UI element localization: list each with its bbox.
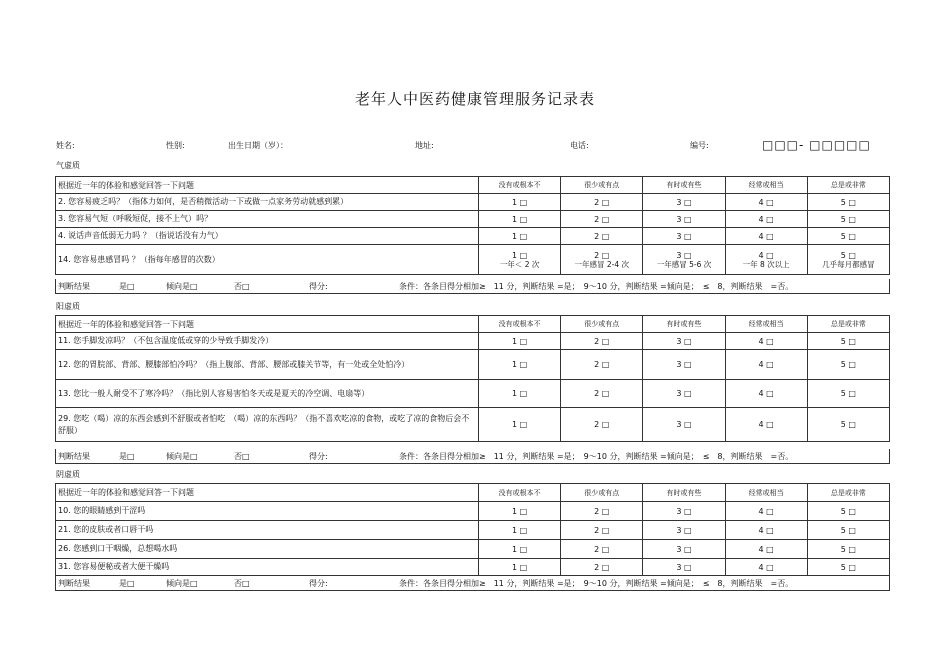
header-option-3: 有时或有些: [643, 177, 725, 194]
judge-label: 判断结果: [58, 579, 90, 588]
option-4-checkbox[interactable]: 4 □: [725, 211, 807, 228]
address-label: 地址:: [415, 141, 434, 150]
judge-yes-checkbox[interactable]: 是□: [119, 579, 135, 588]
section-yinxu-table: [55, 483, 890, 576]
judge-yes-checkbox[interactable]: 是□: [119, 282, 135, 291]
question-text: 3. 您容易气短（呼吸短促，接不上气）吗？: [56, 211, 479, 228]
option-4-checkbox[interactable]: 4 □: [725, 502, 807, 521]
birth-label: 出生日期（岁）：: [228, 141, 288, 150]
question-text: 31. 您容易便秘或者大便干燥吗: [56, 559, 479, 576]
option-5-checkbox[interactable]: [807, 245, 889, 275]
number-label: 编号:: [690, 141, 709, 150]
question-text: 14. 您容易患感冒吗 ？（指每年感冒的次数）: [56, 245, 479, 275]
option-5-checkbox[interactable]: 5 □: [807, 559, 889, 576]
header-option-4: 经常或相当: [725, 484, 807, 502]
section-qixu-title: 气虚质: [56, 161, 80, 170]
header-question: 根据近一年的体验和感觉回答一下问题: [56, 177, 479, 194]
option-note: 一年＜ 2 次: [499, 259, 540, 269]
option-3-checkbox[interactable]: 3 □: [643, 228, 725, 245]
option-1-checkbox[interactable]: 1 □: [479, 408, 561, 442]
judge-lean-checkbox[interactable]: 倾向是□: [166, 282, 198, 291]
option-5-checkbox[interactable]: 5 □: [807, 211, 889, 228]
name-label: 姓名:: [56, 141, 75, 150]
question-text: 12. 您的胃脘部、背部、腰膝部怕冷吗？（指上腹部、背部、腰部或膝关节等，有一处或全处怕冷）: [56, 350, 479, 380]
option-note: 一年感冒 5-6 次: [656, 259, 712, 269]
table-row: [56, 559, 890, 576]
option-5-checkbox[interactable]: 5 □: [807, 540, 889, 559]
gender-label: 性别:: [166, 141, 185, 150]
table-row: [56, 245, 890, 275]
option-2-checkbox[interactable]: 2 □: [561, 194, 643, 211]
header-option-3: 有时或有些: [643, 484, 725, 502]
table-row: [56, 333, 890, 350]
question-text: 13. 您比一般人耐受不了寒冷吗？（指比别人容易害怕冬天或是夏天的冷空调、电扇等）: [56, 380, 479, 408]
header-option-2: 很少或有点: [561, 484, 643, 502]
section-yangxu-title: 阳虚质: [56, 302, 80, 311]
judge-lean-checkbox[interactable]: 倾向是□: [166, 579, 198, 588]
option-3-checkbox[interactable]: 3 □: [643, 350, 725, 380]
option-4-checkbox[interactable]: 4 □: [725, 228, 807, 245]
question-text: 26. 您感到口干咽燥，总想喝水吗: [56, 540, 479, 559]
option-2-checkbox[interactable]: 2 □: [561, 333, 643, 350]
option-3-checkbox[interactable]: 3 □: [643, 211, 725, 228]
judge-condition: 条件：各条目得分相加≥ 11 分，判断结果 =是； 9～10 分，判断结果 =倾向是； ≤ 8，判断结果 =否。: [399, 452, 794, 461]
option-1-checkbox[interactable]: 1 □: [479, 333, 561, 350]
option-value: 3 □: [676, 250, 692, 260]
option-note: 一年感冒 2-4 次: [574, 259, 630, 269]
option-1-checkbox[interactable]: 1 □: [479, 559, 561, 576]
judge-no-checkbox[interactable]: 否□: [234, 452, 250, 461]
question-text: 4. 说话声音低弱无力吗 ？（指说话没有力气）: [56, 228, 479, 245]
option-1-checkbox[interactable]: 1 □: [479, 194, 561, 211]
option-3-checkbox[interactable]: [643, 245, 725, 275]
judge-lean-checkbox[interactable]: 倾向是□: [166, 452, 198, 461]
header-option-3: 有时或有些: [643, 316, 725, 333]
table-row: [56, 521, 890, 540]
question-text: 10. 您的眼睛感到干涩吗: [56, 502, 479, 521]
option-value: 1 □: [511, 250, 528, 260]
option-2-checkbox[interactable]: 2 □: [561, 408, 643, 442]
table-row: [56, 540, 890, 559]
table-row: [56, 380, 890, 408]
option-3-checkbox[interactable]: 3 □: [643, 540, 725, 559]
option-3-checkbox[interactable]: 3 □: [643, 559, 725, 576]
table-row: [56, 408, 890, 442]
option-1-checkbox[interactable]: [479, 245, 561, 275]
header-option-4: 经常或相当: [725, 316, 807, 333]
header-option-5: 总是或非常: [807, 484, 889, 502]
option-note: 几乎每月都感冒: [822, 259, 875, 269]
option-3-checkbox[interactable]: 3 □: [643, 380, 725, 408]
option-1-checkbox[interactable]: 1 □: [479, 211, 561, 228]
option-3-checkbox[interactable]: 3 □: [643, 521, 725, 540]
table-row: [56, 228, 890, 245]
table-row: [56, 211, 890, 228]
judge-no-checkbox[interactable]: 否□: [234, 282, 250, 291]
question-text: 29. 您吃（喝）凉的东西会感到不舒服或者怕吃 （喝）凉的东西吗？（指不喜欢吃凉的食物，或吃了凉的食物后会不舒服）: [56, 408, 479, 442]
option-2-checkbox[interactable]: 2 □: [561, 228, 643, 245]
option-2-checkbox[interactable]: 2 □: [561, 502, 643, 521]
question-text: 21. 您的皮肤或者口唇干吗: [56, 521, 479, 540]
option-4-checkbox[interactable]: 4 □: [725, 380, 807, 408]
option-1-checkbox[interactable]: 1 □: [479, 228, 561, 245]
option-2-checkbox[interactable]: 2 □: [561, 380, 643, 408]
option-2-checkbox[interactable]: 2 □: [561, 350, 643, 380]
option-2-checkbox[interactable]: 2 □: [561, 559, 643, 576]
header-option-5: 总是或非常: [807, 316, 889, 333]
header-question: 根据近一年的体验和感觉回答一下问题: [56, 484, 479, 502]
option-1-checkbox[interactable]: 1 □: [479, 502, 561, 521]
option-value: 2 □: [594, 250, 610, 260]
option-4-checkbox[interactable]: 4 □: [725, 194, 807, 211]
header-option-1: 没有或根本不: [479, 316, 561, 333]
question-text: 2. 您容易疲乏吗？（指体力如何，是否稍微活动一下或做一点家务劳动就感到累）: [56, 194, 479, 211]
judge-yes-checkbox[interactable]: 是□: [119, 452, 135, 461]
option-5-checkbox[interactable]: 5 □: [807, 194, 889, 211]
table-row: [56, 194, 890, 211]
option-4-checkbox[interactable]: 4 □: [725, 333, 807, 350]
option-5-checkbox[interactable]: 5 □: [807, 502, 889, 521]
header-option-1: 没有或根本不: [479, 177, 561, 194]
table-row: [56, 350, 890, 380]
option-3-checkbox[interactable]: 3 □: [643, 194, 725, 211]
option-2-checkbox[interactable]: [561, 245, 643, 275]
form-title: 老年人中医药健康管理服务记录表: [354, 90, 595, 108]
option-5-checkbox[interactable]: 5 □: [807, 228, 889, 245]
option-5-checkbox[interactable]: 5 □: [807, 408, 889, 442]
judge-row: [55, 279, 890, 294]
section-yangxu-table: [55, 315, 890, 442]
option-4-checkbox[interactable]: [725, 245, 807, 275]
judge-label: 判断结果: [58, 452, 90, 461]
option-4-checkbox[interactable]: 4 □: [725, 350, 807, 380]
option-value: 4 □: [758, 250, 774, 260]
option-3-checkbox[interactable]: 3 □: [643, 502, 725, 521]
option-note: 一年 8 次以上: [742, 259, 790, 269]
score-label: 得分:: [309, 579, 328, 588]
table-row: [56, 502, 890, 521]
option-5-checkbox[interactable]: 5 □: [807, 350, 889, 380]
judge-condition: 条件：各条目得分相加≥ 11 分，判断结果 =是； 9～10 分，判断结果 =倾向是； ≤ 8，判断结果 =否。: [399, 282, 794, 291]
option-5-checkbox[interactable]: 5 □: [807, 333, 889, 350]
option-3-checkbox[interactable]: 3 □: [643, 333, 725, 350]
phone-label: 电话:: [570, 141, 589, 150]
judge-no-checkbox[interactable]: 否□: [234, 579, 250, 588]
judge-label: 判断结果: [58, 282, 90, 291]
option-5-checkbox[interactable]: 5 □: [807, 380, 889, 408]
option-2-checkbox[interactable]: 2 □: [561, 521, 643, 540]
option-1-checkbox[interactable]: 1 □: [479, 350, 561, 380]
section-yinxu-title: 阴虚质: [56, 470, 80, 479]
judge-row: [55, 576, 890, 591]
header-question: 根据近一年的体验和感觉回答一下问题: [56, 316, 479, 333]
score-label: 得分:: [309, 282, 328, 291]
option-2-checkbox[interactable]: 2 □: [561, 211, 643, 228]
option-4-checkbox[interactable]: 4 □: [725, 540, 807, 559]
option-4-checkbox[interactable]: 4 □: [725, 521, 807, 540]
option-5-checkbox[interactable]: 5 □: [807, 521, 889, 540]
option-4-checkbox[interactable]: 4 □: [725, 559, 807, 576]
option-value: 5 □: [840, 250, 856, 260]
option-1-checkbox[interactable]: 1 □: [479, 540, 561, 559]
header-option-2: 很少或有点: [561, 177, 643, 194]
score-label: 得分:: [309, 452, 328, 461]
header-option-1: 没有或根本不: [479, 484, 561, 502]
option-3-checkbox[interactable]: 3 □: [643, 408, 725, 442]
judge-row: [55, 449, 890, 464]
record-number-boxes[interactable]: □□□- □□□□□: [762, 138, 871, 152]
section-qixu-table: [55, 176, 890, 275]
option-1-checkbox[interactable]: 1 □: [479, 521, 561, 540]
header-option-4: 经常或相当: [725, 177, 807, 194]
header-option-2: 很少或有点: [561, 316, 643, 333]
option-4-checkbox[interactable]: 4 □: [725, 408, 807, 442]
judge-condition: 条件：各条目得分相加≥ 11 分，判断结果 =是； 9～10 分，判断结果 =倾向是； ≤ 8，判断结果 =否。: [399, 579, 794, 588]
option-1-checkbox[interactable]: 1 □: [479, 380, 561, 408]
question-text: 11. 您手脚发凉吗？（不包含温度低或穿的少导致手脚发冷）: [56, 333, 479, 350]
option-2-checkbox[interactable]: 2 □: [561, 540, 643, 559]
header-option-5: 总是或非常: [807, 177, 889, 194]
